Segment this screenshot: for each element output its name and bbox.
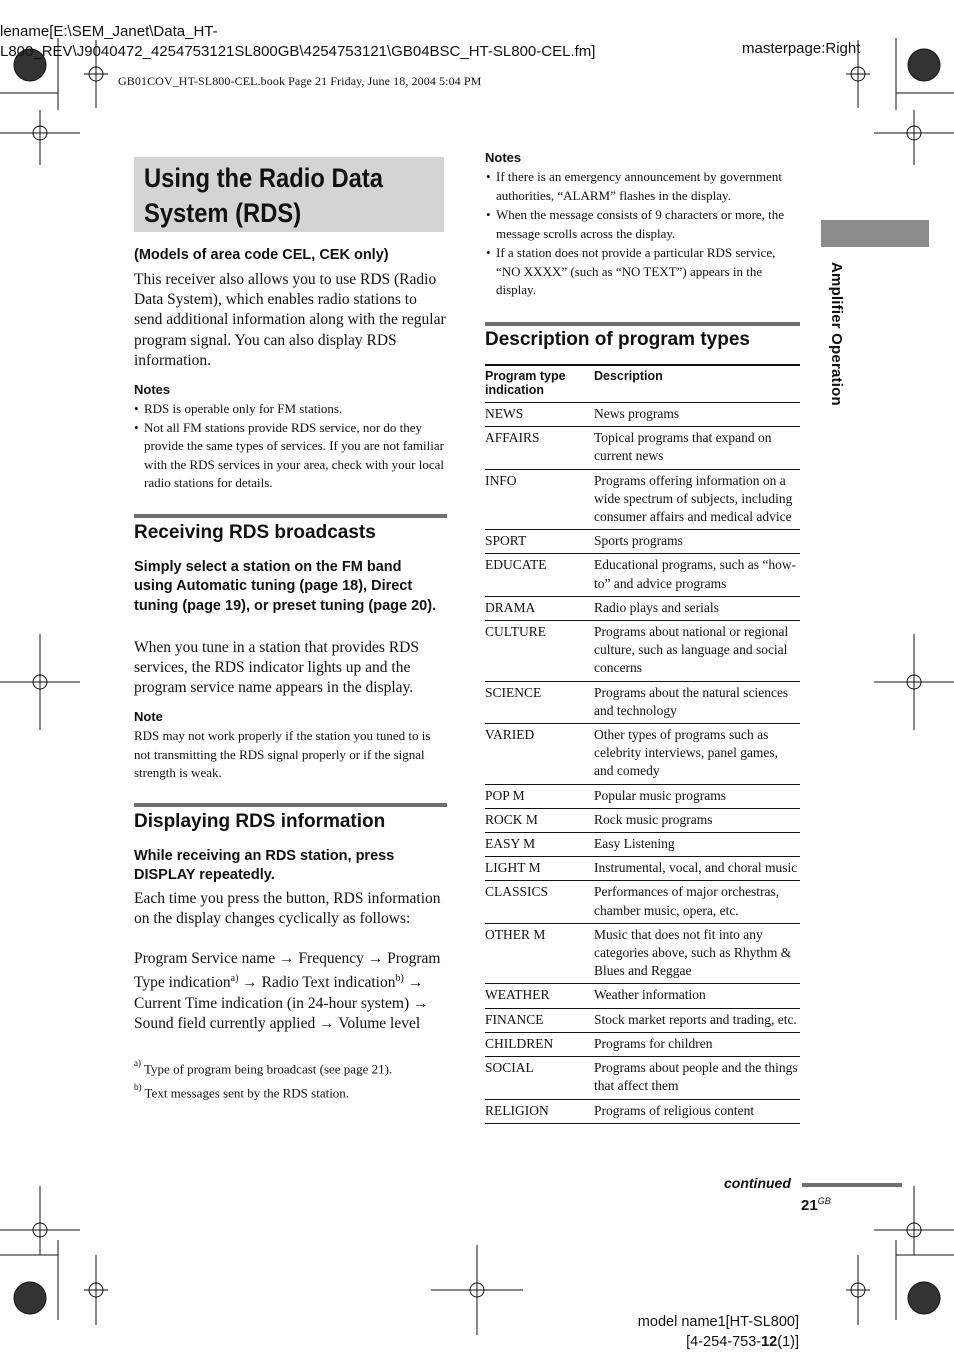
description-cell: Other types of programs such as celebrity interviews, panel games, and comedy bbox=[594, 724, 800, 785]
program-type-cell: VARIED bbox=[485, 724, 594, 785]
section-tab bbox=[821, 220, 929, 247]
book-info-line: GB01COV_HT-SL800-CEL.book Page 21 Friday, June 18, 2004 5:04 PM bbox=[118, 74, 482, 88]
page-title: Using the Radio Data System (RDS) bbox=[144, 163, 383, 228]
notes-list bbox=[134, 400, 448, 493]
section-rule bbox=[134, 803, 447, 807]
table-row bbox=[485, 554, 800, 596]
table-row bbox=[485, 984, 800, 1008]
note-item: • If a station does not provide a particular RDS service, “NO XXXX” (such as “NO TEXT”) appears in the display. bbox=[486, 245, 776, 297]
receiving-note: RDS may not work properly if the station you tuned to is not transmitting the RDS signal properly or if the signal strength is weak. bbox=[134, 728, 431, 780]
table-row bbox=[485, 1008, 800, 1032]
filename-header: lename[E:\SEM_Janet\Data_HT- L800_REV\J9040472_4254753121SL800GB\4254753121\GB04BSC_HT-SL800-CEL.fm] bbox=[0, 23, 596, 60]
table-row bbox=[485, 1057, 800, 1099]
section-heading-program-types: Description of program types bbox=[485, 329, 750, 350]
description-cell: Easy Listening bbox=[594, 833, 800, 857]
description-cell: Programs offering information on a wide spectrum of subjects, including consumer affairs and medical advice bbox=[594, 469, 800, 530]
table-row bbox=[485, 784, 800, 808]
description-cell: Popular music programs bbox=[594, 784, 800, 808]
description-cell: Rock music programs bbox=[594, 808, 800, 832]
program-type-cell: CULTURE bbox=[485, 621, 594, 682]
notes-heading: Notes bbox=[134, 382, 171, 397]
table-row bbox=[485, 596, 800, 620]
note-item: • RDS is operable only for FM stations. bbox=[134, 401, 343, 416]
masterpage-label: masterpage:Right bbox=[742, 40, 861, 57]
program-type-cell: SPORT bbox=[485, 530, 594, 554]
table-row bbox=[485, 1099, 800, 1123]
table-row bbox=[485, 808, 800, 832]
notes-heading: Notes bbox=[485, 150, 522, 165]
table-row bbox=[485, 724, 800, 785]
continued-label: continued bbox=[724, 1175, 791, 1191]
models-note: (Models of area code CEL, CEK only) bbox=[134, 247, 389, 263]
model-info: model name1[HT-SL800] [4-254-753-12(1)] bbox=[637, 1314, 799, 1350]
table-row bbox=[485, 469, 800, 530]
program-type-cell: EASY M bbox=[485, 833, 594, 857]
program-type-cell: LIGHT M bbox=[485, 857, 594, 881]
footnotes bbox=[134, 1055, 448, 1104]
description-cell: Weather information bbox=[594, 984, 800, 1008]
continued-bar bbox=[802, 1183, 902, 1187]
program-type-cell: EDUCATE bbox=[485, 554, 594, 596]
table-row bbox=[485, 427, 800, 469]
program-type-cell: AFFAIRS bbox=[485, 427, 594, 469]
column-header: Description bbox=[594, 365, 800, 403]
description-cell: Programs about the natural sciences and technology bbox=[594, 681, 800, 723]
table-row bbox=[485, 857, 800, 881]
program-type-cell: POP M bbox=[485, 784, 594, 808]
displaying-body: Each time you press the button, RDS information on the display changes cyclically as follows: bbox=[134, 890, 441, 928]
description-cell: Instrumental, vocal, and choral music bbox=[594, 857, 800, 881]
table-header-row bbox=[485, 365, 800, 403]
description-cell: Programs of religious content bbox=[594, 1099, 800, 1123]
description-cell: Performances of major orchestras, chamber music, opera, etc. bbox=[594, 881, 800, 923]
program-type-cell: RELIGION bbox=[485, 1099, 594, 1123]
description-cell: Programs about people and the things that affect them bbox=[594, 1057, 800, 1099]
program-type-cell: NEWS bbox=[485, 403, 594, 427]
program-type-cell: SCIENCE bbox=[485, 681, 594, 723]
table-row bbox=[485, 1032, 800, 1056]
program-type-cell: CLASSICS bbox=[485, 881, 594, 923]
program-type-cell: INFO bbox=[485, 469, 594, 530]
program-type-cell: SOCIAL bbox=[485, 1057, 594, 1099]
table-row bbox=[485, 923, 800, 984]
column-header: Program type indication bbox=[485, 365, 594, 403]
footnote: $^{a)}$ Type of program being broadcast (see page 21). bbox=[134, 1058, 393, 1077]
table-row bbox=[485, 403, 800, 427]
description-cell: Radio plays and serials bbox=[594, 596, 800, 620]
program-type-cell: ROCK M bbox=[485, 808, 594, 832]
page-title-box bbox=[134, 157, 444, 232]
program-type-cell: FINANCE bbox=[485, 1008, 594, 1032]
section-heading-receiving: Receiving RDS broadcasts bbox=[134, 522, 376, 543]
display-cycle: Program Service name → Frequency → Program Type indication$^{a)}$ → Radio Text indication$^{b)}$ → Current Time indication (in 24-hour system) → Sound field currently applied → Volume level bbox=[134, 950, 441, 1032]
program-type-cell: WEATHER bbox=[485, 984, 594, 1008]
description-cell: Educational programs, such as “how-to” and advice programs bbox=[594, 554, 800, 596]
section-rule bbox=[485, 322, 800, 326]
description-cell: Sports programs bbox=[594, 530, 800, 554]
description-cell: Stock market reports and trading, etc. bbox=[594, 1008, 800, 1032]
note-item: • When the message consists of 9 characters or more, the message scrolls across the display. bbox=[486, 207, 785, 241]
table-row bbox=[485, 833, 800, 857]
section-heading-displaying: Displaying RDS information bbox=[134, 811, 386, 832]
description-cell: Music that does not fit into any categories above, such as Rhythm & Blues and Reggae bbox=[594, 923, 800, 984]
note-heading: Note bbox=[134, 709, 163, 724]
program-type-cell: DRAMA bbox=[485, 596, 594, 620]
table-row bbox=[485, 681, 800, 723]
note-item: • Not all FM stations provide RDS service, nor do they provide the same types of services. If you are not familiar with the RDS services in your area, check with your local radio stations for details. bbox=[134, 419, 444, 490]
program-types-table bbox=[485, 364, 800, 1124]
notes-list bbox=[486, 168, 800, 300]
description-cell: News programs bbox=[594, 403, 800, 427]
section-rule bbox=[134, 514, 447, 518]
table-row bbox=[485, 881, 800, 923]
table-row bbox=[485, 530, 800, 554]
note-item: • If there is an emergency announcement by government authorities, “ALARM” flashes in the display. bbox=[486, 169, 783, 203]
description-cell: Programs for children bbox=[594, 1032, 800, 1056]
receiving-instruction: Simply select a station on the FM band using Automatic tuning (page 18), Direct tuning (page 19), or preset tuning (page 20). bbox=[134, 559, 437, 614]
description-cell: Programs about national or regional culture, such as language and social concerns bbox=[594, 621, 800, 682]
footnote: $^{b)}$ Text messages sent by the RDS station. bbox=[134, 1082, 350, 1101]
program-type-cell: CHILDREN bbox=[485, 1032, 594, 1056]
table-row bbox=[485, 621, 800, 682]
intro-paragraph: This receiver also allows you to use RDS (Radio Data System), which enables radio stations to send additional information along with the regular program signal. You can also display RDS information. bbox=[134, 271, 446, 369]
description-cell: Topical programs that expand on current news bbox=[594, 427, 800, 469]
receiving-body: When you tune in a station that provides RDS services, the RDS indicator lights up and the program service name appears in the display. bbox=[134, 639, 419, 697]
page-number: $21^{GB}$ bbox=[801, 1196, 831, 1214]
program-type-cell: OTHER M bbox=[485, 923, 594, 984]
section-side-label: Amplifier Operation bbox=[828, 262, 845, 406]
displaying-instruction: While receiving an RDS station, press DISPLAY repeatedly. bbox=[134, 848, 395, 884]
